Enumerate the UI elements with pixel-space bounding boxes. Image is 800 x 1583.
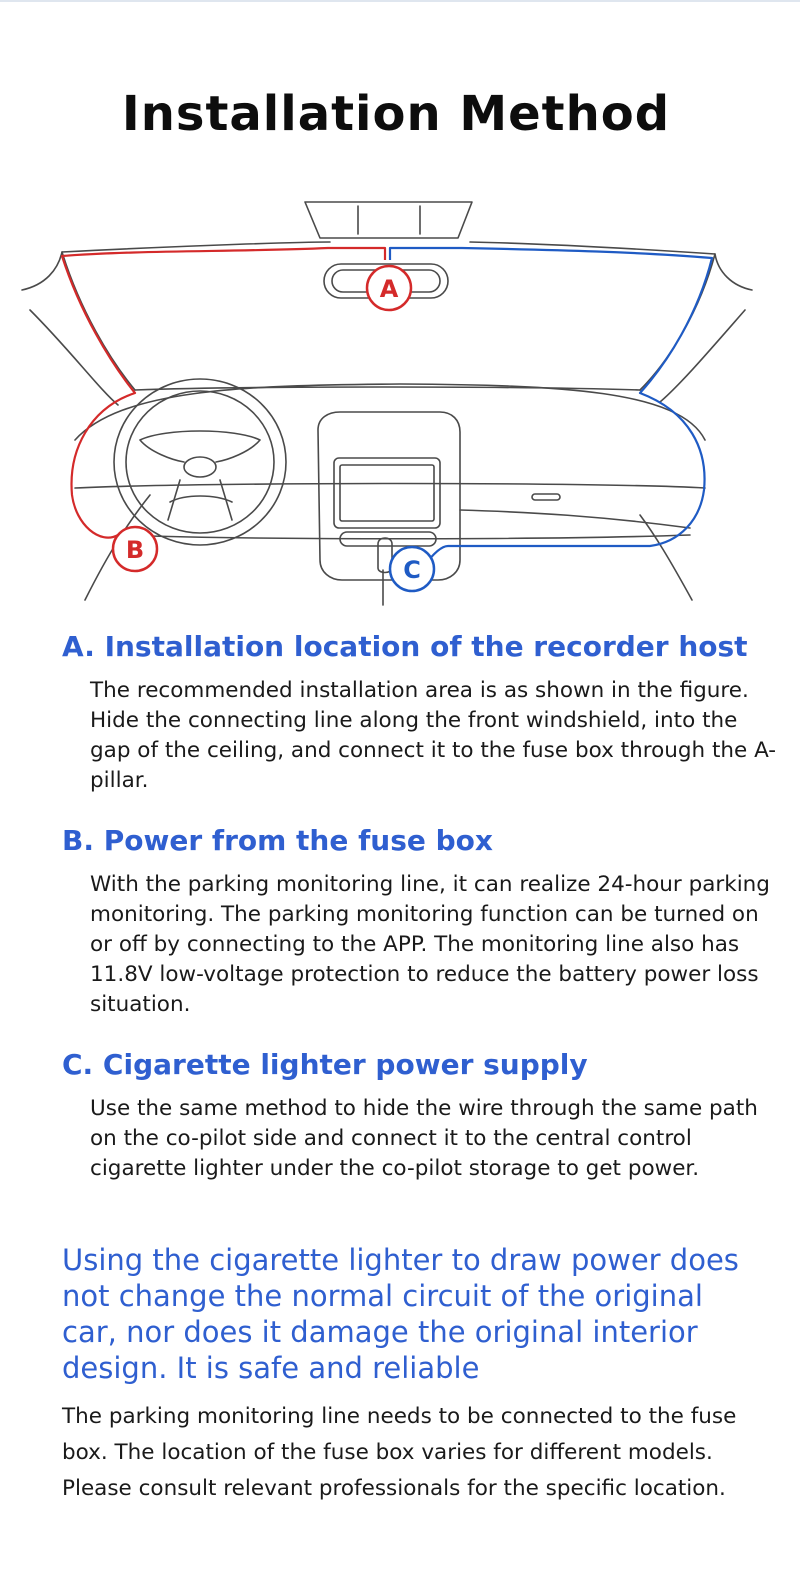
- car-interior-diagram: [0, 190, 800, 610]
- marker-a-label: A: [379, 275, 399, 303]
- page-title: Installation Method: [121, 86, 671, 142]
- marker-b-label: B: [125, 536, 145, 564]
- infotainment-screen: [334, 458, 440, 528]
- fuse-box-note: The parking monitoring line needs to be connected to the fuse box. The location of the fuse box varies for different models. Please consult relevant professionals for the specific location.: [62, 1404, 737, 1501]
- glovebox-handle: [532, 494, 560, 500]
- marker-a: [367, 266, 411, 310]
- marker-c: [390, 547, 434, 591]
- section-c-heading: C. Cigarette lighter power supply: [62, 1048, 588, 1081]
- section-b-heading: B. Power from the fuse box: [62, 824, 493, 857]
- safety-callout: Using the cigarette lighter to draw power does not change the normal circuit of the original car, nor does it damage the original interior design. It is safe and reliable: [62, 1243, 739, 1385]
- top-divider: [0, 0, 800, 2]
- section-b-body: With the parking monitoring line, it can realize 24-hour parking monitoring. The parking monitoring function can be turned on or off by connecting to the APP. The monitoring line also has 11.8V low-voltage protection to reduce the battery power loss situation.: [90, 872, 770, 1017]
- marker-b: [113, 527, 157, 571]
- section-a-body: The recommended installation area is as shown in the figure. Hide the connecting line along the front windshield, into the gap of the ceiling, and connect it to the fuse box through the A-pillar.: [90, 678, 777, 793]
- section-c-body: Use the same method to hide the wire through the same path on the co-pilot side and connect it to the central control cigarette lighter under the co-pilot storage to get power.: [90, 1096, 758, 1181]
- section-a-heading: A. Installation location of the recorder host: [62, 630, 748, 663]
- mirror-mount: [305, 202, 472, 238]
- marker-c-label: C: [403, 556, 421, 584]
